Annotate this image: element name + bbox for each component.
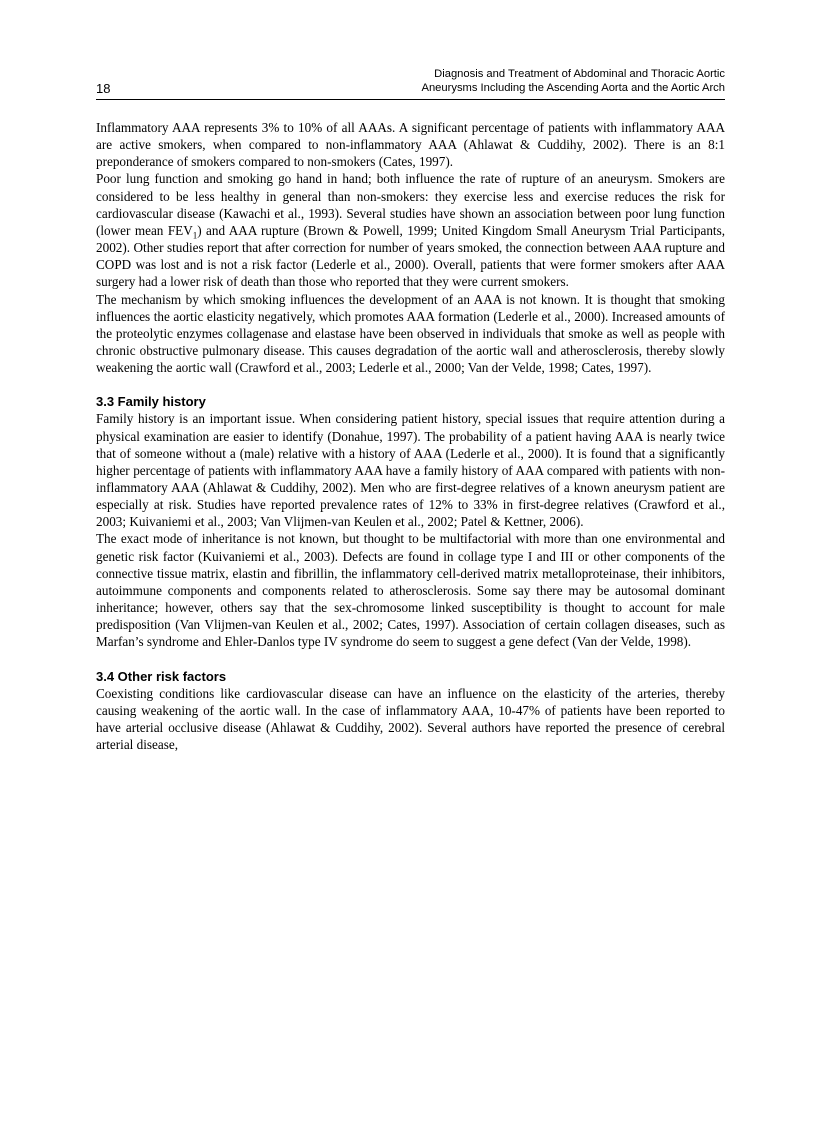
page-number: 18	[96, 81, 111, 96]
paragraph-mechanism: The mechanism by which smoking influences the development of an AAA is not known. It is thought that smoking influences the aortic elasticity negatively, which promotes AAA formation (Lederle et al., 2000). Increased amounts of the proteolytic enzymes collagenase and elastase have been observed in individuals that smoke as well as people with chronic obstructive pulmonary disease. This causes degradation of the aortic wall and atherosclerosis, thereby slowly weakening the aortic wall (Crawford et al., 2003; Lederle et al., 2000; Van der Velde, 1998; Cates, 1997).	[96, 291, 725, 376]
section-spacer	[96, 376, 725, 393]
paragraph-family-history-2: The exact mode of inheritance is not known, but thought to be multifactorial with more than one environmental and genetic risk factor (Kuivaniemi et al., 2003). Defects are found in collage type I and III or other components of the connective tissue matrix, elastin and fibrillin, the inflammatory cell-derived matrix metalloproteinase, their inhibitors, autoimmune components and components related to atherosclerosis. Some say there may be autosomal dominant inheritance; however, others say that the sex-chromosome linked susceptibility is thought to account for male predisposition (Van Vlijmen-van Keulen et al., 2002; Cates, 1997). Association of certain collagen diseases, such as Marfan’s syndrome and Ehler-Danlos type IV syndrome do seem to suggest a gene defect (Van der Velde, 1998).	[96, 531, 725, 650]
paragraph-other-risk-factors: Coexisting conditions like cardiovascular disease can have an influence on the elasticity of the arteries, thereby causing weakening of the aortic wall. In the case of inflammatory AAA, 10-47% of patients have been reported to have arterial occlusive disease (Ahlawat & Cuddihy, 2002). Several authors have reported the presence of cerebral arterial disease,	[96, 685, 725, 752]
section-heading-other-risk-factors: 3.4 Other risk factors	[96, 668, 227, 684]
paragraph-lung-function	[96, 170, 725, 290]
body-text	[96, 119, 725, 753]
paragraph-lung-function-part-1: Poor lung function and smoking go hand in hand; both influence the rate of rupture of an aneurysm. Smokers are considered to be less healthy in general than non-smokers: they exercise less and exercise reduces the risk for cardiovascular disease (Kawachi et al., 1993). Several studies have shown an association between poor lung function (lower mean FEV	[96, 171, 725, 238]
paragraph-lung-function-part-2: ) and AAA rupture (Brown & Powell, 1999; United Kingdom Small Aneurysm Trial Participants, 2002). Other studies report that after correction for number of years smoked, the connection between AAA rupture and COPD was lost and is not a risk factor (Lederle et al., 2000). Overall, patients that were former smokers after AAA surgery had a lower risk of death than those who reported that they were current smokers.	[96, 222, 726, 290]
running-title-line-2: Aneurysms Including the Ascending Aorta and the Aortic Arch	[421, 82, 725, 94]
paragraph-inflammatory-aaa: Inflammatory AAA represents 3% to 10% of all AAAs. A significant percentage of patients with inflammatory AAA are active smokers, when compared to non-inflammatory AAA (Ahlawat & Cuddihy, 2002). There is an 8:1 preponderance of smokers compared to non-smokers (Cates, 1997).	[96, 120, 725, 170]
running-title	[422, 67, 726, 95]
running-title-line-1: Diagnosis and Treatment of Abdominal and Thoracic Aortic	[434, 68, 725, 80]
section-heading-family-history: 3.3 Family history	[96, 394, 206, 410]
section-spacer	[96, 651, 725, 668]
page-header	[96, 67, 725, 100]
paragraph-family-history-1: Family history is an important issue. When considering patient history, special issues that require attention during a physical examination are easier to identify (Donahue, 1997). The probability of a patient having AAA is nearly twice that of someone without a (male) relative with a history of AAA (Lederle et al., 2000). It is found that a significantly higher percentage of patients with inflammatory AAA have a family history of AAA compared with patients with non-inflammatory AAA (Ahlawat & Cuddihy, 2002). Men who are first-degree relatives of a known aneurysm patient are especially at risk. Studies have reported prevalence rates of 12% to 33% in first-degree relatives (Crawford et al., 2003; Kuivaniemi et al., 2003; Van Vlijmen-van Keulen et al., 2002; Patel & Kettner, 2006).	[96, 411, 725, 530]
fev-subscript: 1	[192, 230, 198, 241]
